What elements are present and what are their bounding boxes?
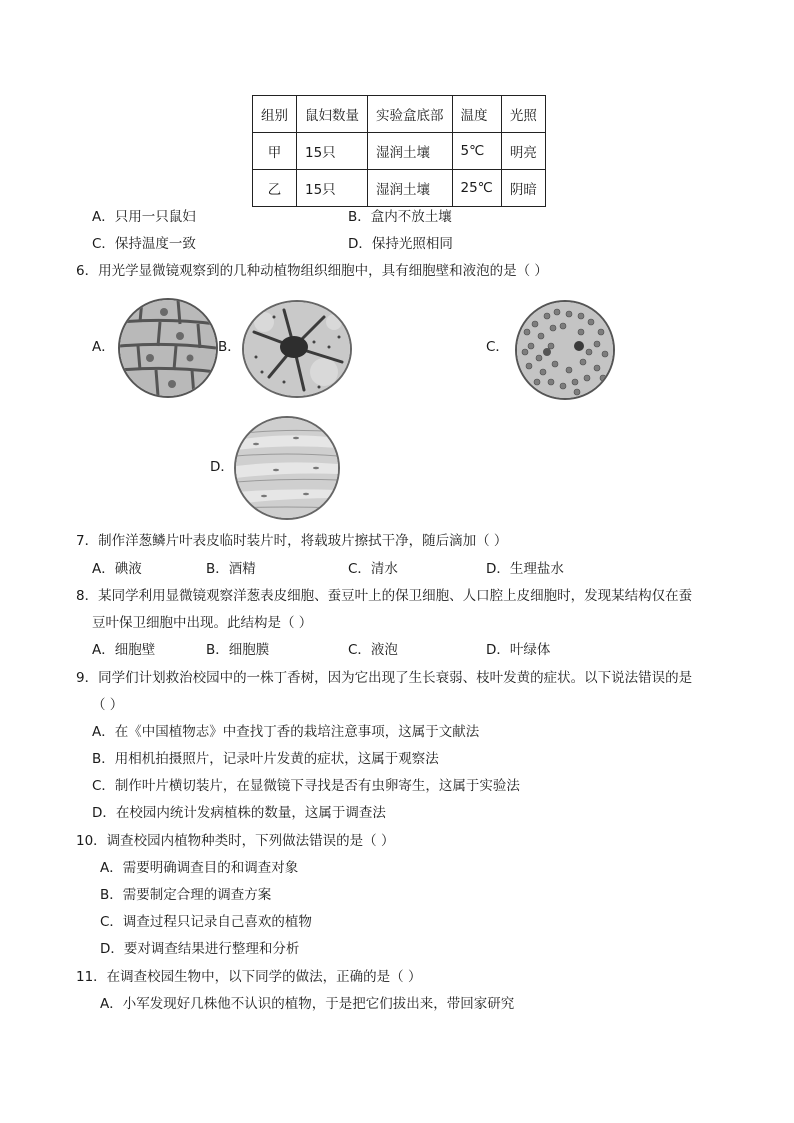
table-cell: 湿润土壤 — [368, 170, 453, 207]
q9-option-b: B．用相机拍摄照片，记录叶片发黄的症状，这属于观察法 — [92, 751, 439, 767]
q5-option-a: A．只用一只鼠妇 — [92, 209, 196, 225]
q7-option-b: B．酒精 — [206, 561, 256, 577]
q7-stem: 7．制作洋葱鳞片叶表皮临时装片时，将载玻片擦拭干净，随后滴加（ ） — [76, 533, 508, 549]
q11-stem: 11．在调查校园生物中，以下同学的做法，正确的是（ ） — [76, 969, 422, 985]
table-header: 组别 — [253, 96, 297, 133]
q10-option-d: D．要对调查结果进行整理和分析 — [100, 941, 300, 957]
q8-option-d: D．叶绿体 — [486, 642, 551, 658]
q8-stem-line1: 8．某同学利用显微镜观察洋葱表皮细胞、蚕豆叶上的保卫细胞、人口腔上皮细胞时，发现某结构仅在蚕 — [76, 588, 693, 604]
nerve-cell-image — [242, 300, 352, 398]
q6-option-d-label: D． — [210, 459, 234, 475]
q8-option-a: A．细胞壁 — [92, 642, 156, 658]
q5-option-d: D．保持光照相同 — [348, 236, 453, 252]
experiment-table — [252, 95, 546, 207]
table-cell: 25℃ — [452, 170, 501, 207]
q6-stem: 6．用光学显微镜观察到的几种动植物组织细胞中，具有细胞壁和液泡的是（ ） — [76, 263, 548, 279]
q10-option-b: B．需要制定合理的调查方案 — [100, 887, 272, 903]
q10-stem: 10．调查校园内植物种类时，下列做法错误的是（ ） — [76, 833, 395, 849]
q11-option-a: A．小军发现好几株他不认识的植物，于是把它们拔出来，带回家研究 — [100, 996, 515, 1012]
q8-stem-line2: 豆叶保卫细胞中出现。此结构是（ ） — [92, 615, 313, 631]
table-cell: 15只 — [297, 170, 368, 207]
table-header-row — [253, 96, 546, 133]
q8-option-c: C．液泡 — [348, 642, 398, 658]
q9-option-c: C．制作叶片横切装片，在显微镜下寻找是否有虫卵寄生，这属于实验法 — [92, 778, 520, 794]
table-cell: 甲 — [253, 133, 297, 170]
q5-option-b: B．盒内不放土壤 — [348, 209, 452, 225]
table-cell: 湿润土壤 — [368, 133, 453, 170]
q6-option-b-label: B． — [218, 339, 241, 355]
table-header: 鼠妇数量 — [297, 96, 368, 133]
q10-option-c: C．调查过程只记录自己喜欢的植物 — [100, 914, 312, 930]
table-cell: 15只 — [297, 133, 368, 170]
q6-option-c-label: C． — [486, 339, 509, 355]
q7-option-c: C．清水 — [348, 561, 398, 577]
table-row — [253, 170, 546, 207]
q8-option-b: B．细胞膜 — [206, 642, 270, 658]
q9-stem-line2: （ ） — [92, 697, 124, 713]
q9-option-d: D．在校园内统计发病植株的数量，这属于调查法 — [92, 805, 386, 821]
table-cell: 乙 — [253, 170, 297, 207]
q6-option-a-label: A． — [92, 339, 115, 355]
table-cell: 明亮 — [501, 133, 545, 170]
q7-option-a: A．碘液 — [92, 561, 142, 577]
table-cell: 阴暗 — [501, 170, 545, 207]
table-cell: 5℃ — [452, 133, 501, 170]
q7-option-d: D．生理盐水 — [486, 561, 564, 577]
q9-stem-line1: 9．同学们计划救治校园中的一株丁香树，因为它出现了生长衰弱、枝叶发黄的症状。以下说法错误的是 — [76, 670, 693, 686]
table-header: 温度 — [452, 96, 501, 133]
blood-cells-image — [515, 300, 615, 400]
table-header: 光照 — [501, 96, 545, 133]
table-header: 实验盒底部 — [368, 96, 453, 133]
muscle-tissue-image — [234, 416, 340, 520]
q9-option-a: A．在《中国植物志》中查找丁香的栽培注意事项，这属于文献法 — [92, 724, 480, 740]
q10-option-a: A．需要明确调查目的和调查对象 — [100, 860, 299, 876]
onion-epidermis-cells-image — [118, 298, 218, 398]
q5-option-c: C．保持温度一致 — [92, 236, 196, 252]
table-row — [253, 133, 546, 170]
